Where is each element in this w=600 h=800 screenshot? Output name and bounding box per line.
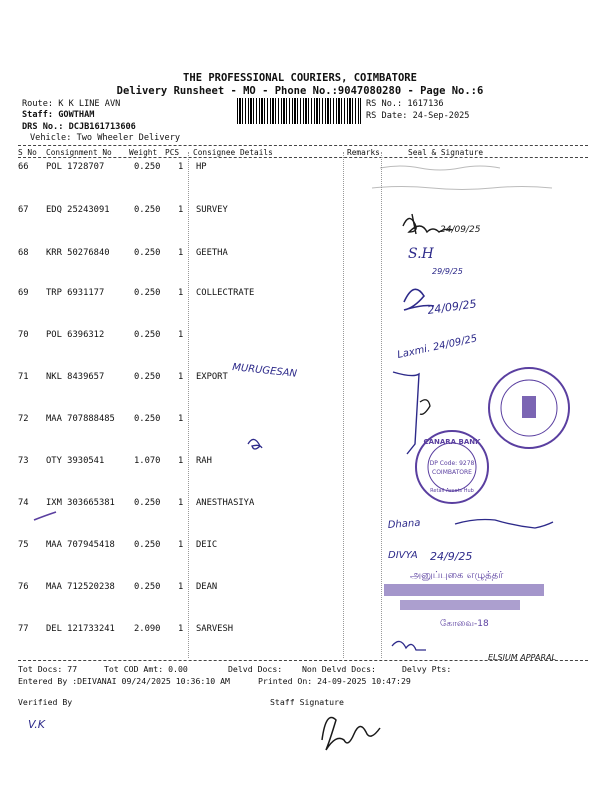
row-consignee: RAH (196, 456, 212, 466)
total-docs: Tot Docs: 77 (18, 664, 78, 674)
row-consignment: IXM 303665381 (46, 498, 115, 508)
row-weight: 0.250 (134, 372, 161, 382)
handwritten-name-75: DIVYA (388, 550, 418, 561)
ink-mark (34, 512, 56, 520)
row-consignee: DEAN (196, 582, 218, 592)
row-pcs: 1 (178, 582, 184, 592)
row-consignee: SARVESH (196, 624, 234, 634)
drs-value: DCJB161713606 (68, 122, 136, 132)
signature-row-72 (420, 400, 430, 415)
row-pcs: 1 (178, 330, 184, 340)
row-consignment: MAA 707945418 (46, 540, 115, 550)
row-consignment: POL 6396312 (46, 330, 105, 340)
canara-branch: Retail Assets Hub (430, 488, 474, 494)
row-sno: 76 (18, 582, 29, 592)
row-weight: 2.090 (134, 624, 161, 634)
signature-row-73 (248, 439, 262, 449)
row-consignee: GEETHA (196, 248, 228, 258)
row-weight: 0.250 (134, 330, 161, 340)
row-consignment: EDQ 25243091 (46, 205, 110, 215)
handwritten-date-67: 24/09/25 (440, 225, 481, 235)
row-consignment: DEL 121733241 (46, 624, 115, 634)
col-pcs: PCS (165, 148, 180, 157)
row-weight: 0.250 (134, 540, 161, 550)
row-sno: 69 (18, 288, 29, 298)
tamil-stamp-line2: கோவை-18 (440, 619, 489, 629)
row-pcs: 1 (178, 498, 184, 508)
row-pcs: 1 (178, 624, 184, 634)
company-title: THE PROFESSIONAL COURIERS, COIMBATORE (183, 72, 417, 84)
row-consignee: EXPORT (196, 372, 228, 382)
canara-bank-stamp (416, 431, 488, 503)
signature-row-77 (392, 641, 426, 650)
handwritten-name-71: MURUGESAN (231, 362, 298, 380)
verified-by-label: Verified By (18, 697, 73, 707)
row-weight: 0.250 (134, 414, 161, 424)
row-pcs: 1 (178, 372, 184, 382)
total-cod: Tot COD Amt: 0.00 (104, 664, 188, 674)
row-consignment: TRP 6931177 (46, 288, 105, 298)
row-sno: 71 (18, 372, 29, 382)
row-weight: 0.250 (134, 498, 161, 508)
footer-rule (18, 660, 588, 661)
row-sno: 70 (18, 330, 29, 340)
tamil-stamp-line1: அனுப்புகை எழுத்தர் (410, 570, 504, 581)
row-sno: 66 (18, 162, 29, 172)
row-pcs: 1 (178, 456, 184, 466)
handwritten-sign-70: Laxmi. 24/09/25 (396, 333, 479, 361)
printed-on: Printed On: 24-09-2025 10:47:29 (258, 676, 411, 686)
vehicle-label: Vehicle: Two Wheeler Delivery (30, 133, 181, 143)
runsheet-title: Delivery Runsheet - MO - Phone No.:9047080280 - Page No.:6 (116, 85, 484, 97)
col-remarks: Remarks (347, 148, 380, 157)
tamil-office-stamp (384, 570, 544, 629)
row-pcs: 1 (178, 162, 184, 172)
row-weight: 0.250 (134, 205, 161, 215)
col-consignment: Consignment No (46, 148, 112, 157)
row-weight: 0.250 (134, 288, 161, 298)
row-consignment: MAA 712520238 (46, 582, 115, 592)
row-sno: 67 (18, 205, 29, 215)
row-consignee: HP (196, 162, 207, 172)
row-consignment: NKL 8439657 (46, 372, 105, 382)
canara-bank-name: CANARA BANK (423, 438, 481, 446)
drs-label: DRS No.: (22, 122, 64, 132)
row-weight: 0.250 (134, 162, 161, 172)
row-consignment: POL 1728707 (46, 162, 105, 172)
faint-stamp-mark (372, 166, 552, 190)
staff-signature-label: Staff Signature (270, 697, 344, 707)
handwritten-initials-68: S.H (408, 246, 434, 262)
row-pcs: 1 (178, 414, 184, 424)
row-pcs: 1 (178, 540, 184, 550)
row-consignee: ANESTHASIYA (196, 498, 255, 508)
signature-row-74 (455, 520, 553, 529)
handwritten-date-68: 29/9/25 (432, 267, 463, 276)
row-pcs: 1 (178, 205, 184, 215)
export-stamp (489, 368, 569, 448)
col-weight: Weight (129, 148, 158, 157)
row-consignment: MAA 707888485 (46, 414, 115, 424)
row-pcs: 1 (178, 248, 184, 258)
row-sno: 75 (18, 540, 29, 550)
row-weight: 1.070 (134, 456, 161, 466)
canara-code: DP Code: 9278 (429, 460, 475, 467)
handwritten-date-69: 24/09/25 (426, 297, 478, 317)
handwritten-sign-74: Dhana (387, 517, 421, 531)
non-delivered-docs: Non Delvd Docs: (302, 664, 376, 674)
col-sno: S No (18, 148, 37, 157)
row-sno: 74 (18, 498, 29, 508)
handwritten-date-75: 24/9/25 (430, 550, 473, 563)
col-seal: Seal & Signature (408, 148, 484, 157)
handwritten-verified: V.K (28, 718, 45, 731)
row-weight: 0.250 (134, 248, 161, 258)
row-consignee: COLLECTRATE (196, 288, 255, 298)
staff-label: Staff: (22, 110, 54, 120)
row-sno: 68 (18, 248, 29, 258)
row-consignee: DEIC (196, 540, 218, 550)
route-label: Route: K K LINE AVN (22, 99, 121, 109)
row-weight: 0.250 (134, 582, 161, 592)
row-sno: 77 (18, 624, 29, 634)
entered-by: Entered By :DEIVANAI 09/24/2025 10:36:10 AM (18, 676, 230, 686)
staff-value: GOWTHAM (58, 110, 95, 120)
handwritten-name-77: ELSIUM APPARAL (488, 653, 556, 662)
row-consignee: SURVEY (196, 205, 228, 215)
rs-date: RS Date: 24-Sep-2025 (366, 111, 470, 121)
rs-number: RS No.: 1617136 (366, 99, 444, 109)
row-pcs: 1 (178, 288, 184, 298)
row-consignment: OTY 3930541 (46, 456, 105, 466)
row-sno: 73 (18, 456, 29, 466)
row-sno: 72 (18, 414, 29, 424)
canara-city: COIMBATORE (432, 469, 472, 476)
delivered-docs: Delvd Docs: (228, 664, 283, 674)
row-consignment: KRR 50276840 (46, 248, 110, 258)
col-consignee: Consignee Details (193, 148, 273, 157)
delivery-points: Delvy Pts: (402, 664, 452, 674)
signature-row-71 (393, 372, 419, 454)
staff-signature-mark (322, 718, 380, 751)
